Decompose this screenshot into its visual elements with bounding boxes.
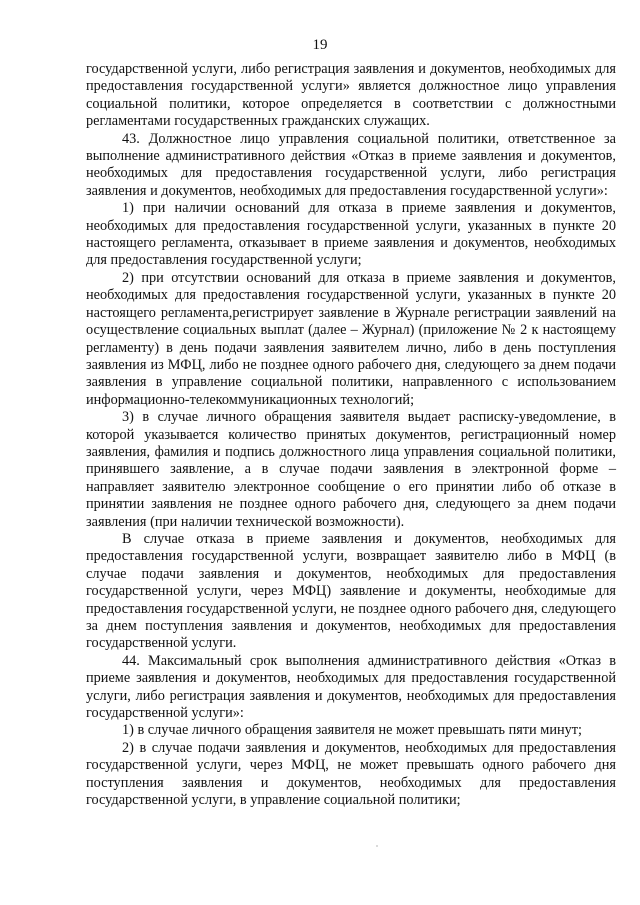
paragraph-continuation: государственной услуги, либо регистрация заявления и документов, необходимых для предоставления государственной услуги» является должностное лицо управления социальной политики, которое определяется в соответствии с должностными регламентами государственных гражданских служащих. — [86, 61, 616, 130]
page-number: 19 — [312, 37, 328, 53]
paragraph-clause-44-item-1: 1) в случае личного обращения заявителя не может превышать пяти минут; — [122, 722, 582, 739]
document-body — [86, 61, 616, 809]
paragraph-clause-44-item-2: 2) в случае подачи заявления и документов, необходимых для предоставления государственной услуги, через МФЦ, не может превышать одного рабочего дня поступления заявления и документов, необходимых для предоставления государственной услуги, в управление социальной политики; — [86, 739, 616, 809]
scan-speck — [376, 845, 378, 847]
paragraph-clause-43: 43. Должностное лицо управления социальной политики, ответственное за выполнение административного действия «Отказ в приеме заявления и документов, необходимых для предоставления государственной услуги, либо регистрация заявления и документов, необходимых для предоставления государственной услуги»: — [86, 130, 616, 199]
paragraph-clause-43-item-2: 2) при отсутствии оснований для отказа в приеме заявления и документов, необходимых для предоставления государственной услуги, указанных в пункте 20 настоящего регламента,регистрирует заявление в Журнале регистрации заявлений на осуществление социальных выплат (далее – Журнал) (приложение № 2 к настоящему регламенту) в день подачи заявления заявителем лично, либо в день поступления заявления из МФЦ, либо не позднее одного рабочего дня, следующего за днем подачи заявления в управление социальной политики, направленного с использованием информационно-телекоммуникационных технологий; — [86, 269, 616, 408]
paragraph-clause-43-item-1: 1) при наличии оснований для отказа в приеме заявления и документов, необходимых для предоставления государственной услуги, указанных в пункте 20 настоящего регламента, отказывает в приеме заявления и документов, необходимых для предоставления государственной услуги; — [86, 200, 616, 269]
paragraph-refusal-case: В случае отказа в приеме заявления и документов, необходимых для предоставления государственной услуги, возвращает заявителю либо в МФЦ (в случае подачи заявления и документов, необходимых для предоставления государственной услуги, через МФЦ) заявление и документы, необходимые для предоставления государственной услуги, не позднее одного рабочего дня, следующего за днем поступления заявления и документов, необходимых для предоставления государственной услуги. — [86, 530, 616, 652]
paragraph-clause-43-item-3: 3) в случае личного обращения заявителя выдает расписку-уведомление, в которой указывается количество принятых документов, регистрационный номер заявления, фамилия и подпись должностного лица управления социальной политики, принявшего заявление, а в случае подачи заявления в электронной форме – направляет заявителю электронное сообщение о его принятии либо об отказе в принятии заявления не позднее одного рабочего дня, следующего за днем подачи заявления (при наличии технической возможности). — [86, 409, 616, 530]
paragraph-clause-44: 44. Максимальный срок выполнения административного действия «Отказ в приеме заявления и документов, необходимых для предоставления государственной услуги, либо регистрация заявления и документов, необходимых для предоставления государственной услуги»: — [86, 652, 616, 722]
